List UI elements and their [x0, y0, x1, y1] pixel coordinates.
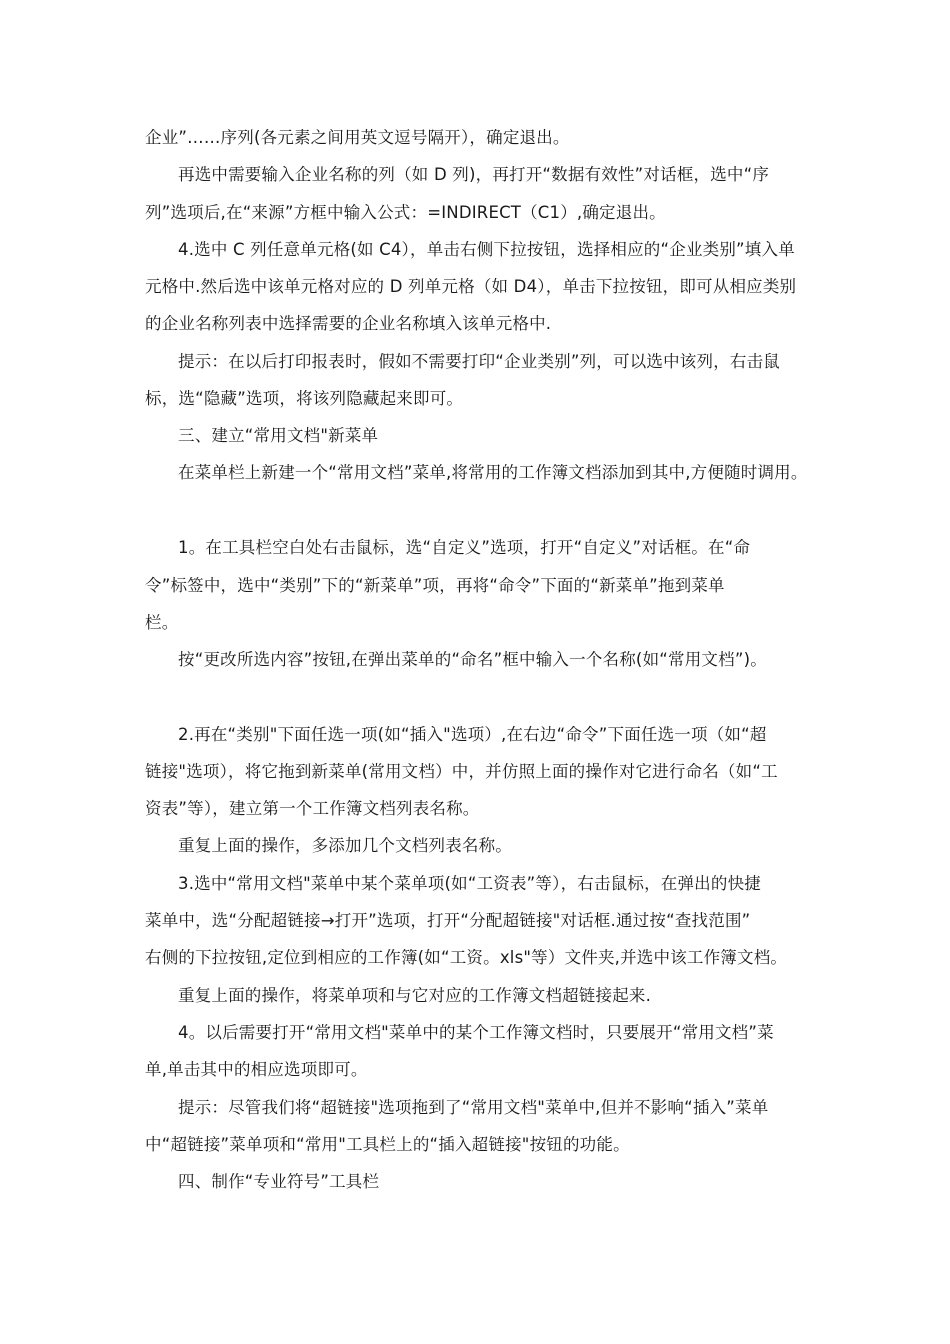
text-line: 标，选“隐藏”选项，将该列隐藏起来即可。 [145, 389, 464, 408]
text-line: 重复上面的操作，将菜单项和与它对应的工作簿文档超链接起来. [178, 986, 652, 1005]
text-line: 提示：尽管我们将“超链接"选项拖到了“常用文档"菜单中,但并不影响“插入”菜单 [178, 1098, 769, 1117]
text-line: 的企业名称列表中选择需要的企业名称填入该单元格中. [145, 314, 552, 333]
text-line: 列”选项后,在“来源”方框中输入公式：=INDIRECT（C1）,确定退出。 [145, 203, 666, 222]
text-line: 提示：在以后打印报表时，假如不需要打印“企业类别”列，可以选中该列，右击鼠 [178, 352, 780, 371]
text-line: 链接"选项），将它拖到新菜单(常用文档）中，并仿照上面的操作对它进行命名（如“工 [145, 762, 778, 781]
text-line: 1。在工具栏空白处右击鼠标，选“自定义”选项，打开“自定义”对话框。在“命 [178, 538, 751, 557]
text-line: 右侧的下拉按钮,定位到相应的工作簿(如“工资。xls"等）文件夹,并选中该工作簿文档。 [145, 948, 788, 967]
text-line: 企业”……序列(各元素之间用英文逗号隔开），确定退出。 [145, 128, 570, 147]
text-line: 单,单击其中的相应选项即可。 [145, 1060, 368, 1079]
text-line: 栏。 [145, 613, 179, 632]
text-line: 元格中.然后选中该单元格对应的 D 列单元格（如 D4），单击下拉按钮，即可从相应类别 [145, 277, 797, 296]
text-line: 令”标签中，选中“类别”下的“新菜单”项，再将“命令”下面的“新菜单”拖到菜单 [145, 576, 725, 595]
section-heading: 四、制作“专业符号”工具栏 [178, 1172, 380, 1191]
text-line: 2.再在“类别"下面任选一项(如“插入"选项）,在右边“命令”下面任选一项（如“超 [178, 725, 767, 744]
section-heading: 三、建立“常用文档"新菜单 [178, 426, 379, 445]
text-line: 按“更改所选内容”按钮,在弹出菜单的“命名”框中输入一个名称(如“常用文档”)。 [178, 650, 767, 669]
text-line: 在菜单栏上新建一个“常用文档”菜单,将常用的工作簿文档添加到其中,方便随时调用。 [178, 463, 808, 482]
text-line: 4。以后需要打开“常用文档"菜单中的某个工作簿文档时，只要展开“常用文档”菜 [178, 1023, 774, 1042]
text-line: 菜单中，选“分配超链接→打开”选项，打开“分配超链接"对话框.通过按“查找范围” [145, 911, 751, 930]
text-line: 再选中需要输入企业名称的列（如 D 列)，再打开“数据有效性”对话框，选中“序 [178, 165, 770, 184]
text-line: 资表”等），建立第一个工作簿文档列表名称。 [145, 799, 480, 818]
text-line: 中“超链接”菜单项和“常用"工具栏上的“插入超链接"按钮的功能。 [145, 1135, 630, 1154]
text-line: 4.选中 C 列任意单元格(如 C4），单击右侧下拉按钮，选择相应的“企业类别”填入单 [178, 240, 795, 259]
text-line: 3.选中“常用文档"菜单中某个菜单项(如“工资表”等），右击鼠标，在弹出的快捷 [178, 874, 761, 893]
text-line: 重复上面的操作，多添加几个文档列表名称。 [178, 836, 512, 855]
